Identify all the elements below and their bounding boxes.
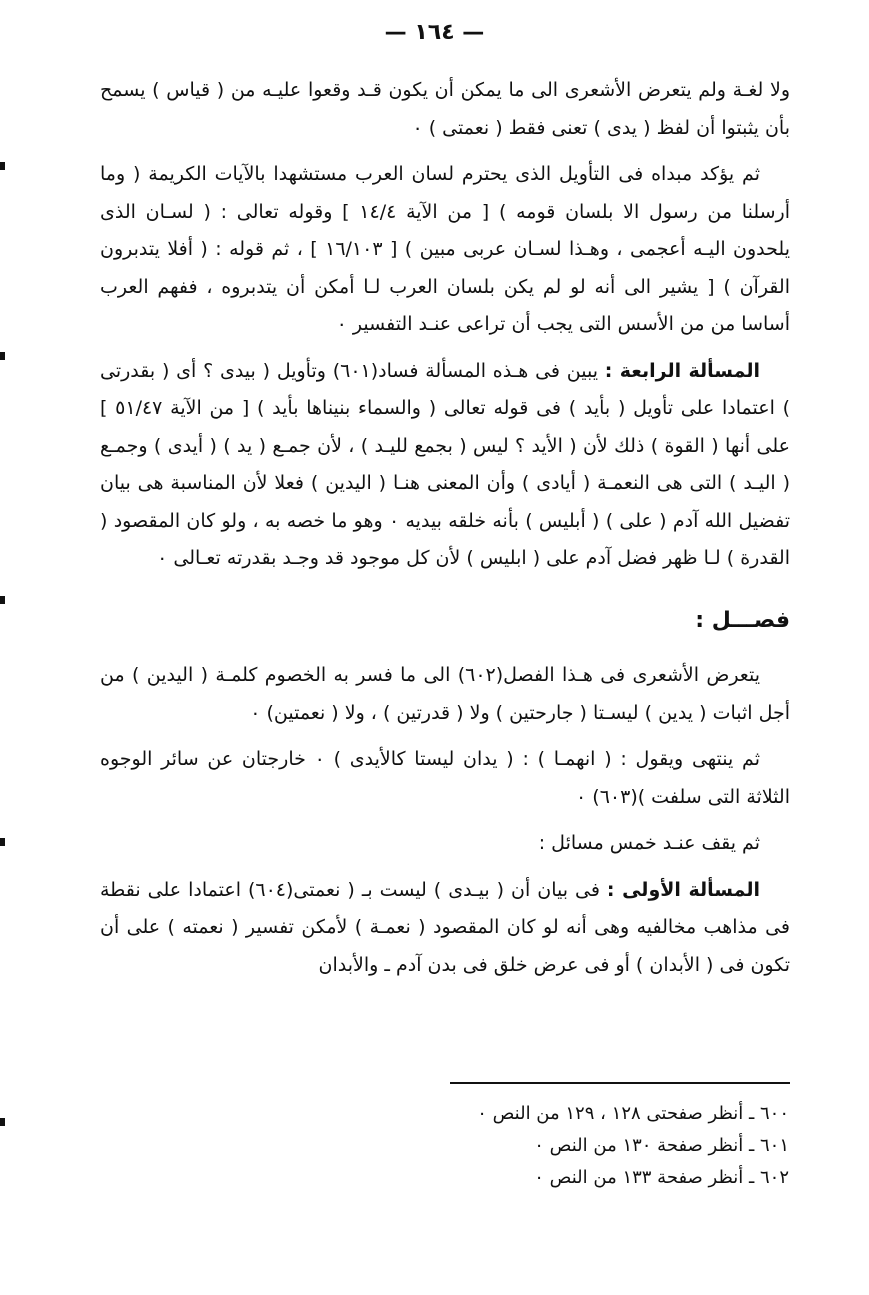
section-fourth-issue	[100, 353, 790, 578]
chapter-heading: فصـــل :	[695, 607, 790, 633]
scan-edge-mark	[0, 162, 5, 170]
scan-edge-mark	[0, 1118, 5, 1126]
page-number: — ١٦٤ —	[384, 20, 485, 45]
paragraph: ثم يقف عنـد خمس مسائل :	[538, 832, 760, 854]
section-first-issue	[100, 872, 790, 985]
paragraph: ولا لغـة ولم يتعرض الأشعرى الى ما يمكن أن يكون قـد وقعوا عليـه من ( قياس ) يسمح بأن يثبتوا أن لفظ ( يدى ) تعنى فقط ( نعمتى ) ٠	[100, 79, 790, 139]
scan-edge-mark	[0, 596, 5, 604]
paragraph: ثم ينتهى ويقول : ( انهمـا ) : ( يدان ليستا كالأيدى ) ٠ خارجتان عن سائر الوجوه الثلاثة التى سلفت )(٦٠٣) ٠	[100, 748, 790, 808]
footnote: ٦٠٠ ـ أنظر صفحتى ١٢٨ ، ١٢٩ من النص ٠	[477, 1103, 789, 1124]
scan-edge-mark	[0, 352, 5, 360]
paragraph: يتعرض الأشعرى فى هـذا الفصل(٦٠٢) الى ما فسر به الخصوم كلمـة ( اليدين ) من أجل اثبات ( يدين ) ليسـتا ( جارحتين ) ولا ( قدرتين ) ، ولا ( نعمتين) ٠	[100, 664, 790, 724]
footnote: ٦٠١ ـ أنظر صفحة ١٣٠ من النص ٠	[534, 1135, 789, 1156]
footnotes	[289, 1098, 789, 1194]
footnote: ٦٠٢ ـ أنظر صفحة ١٣٣ من النص ٠	[534, 1167, 789, 1188]
scan-edge-mark	[0, 838, 5, 846]
section-heading: المسألة الرابعة :	[604, 359, 760, 382]
footnote-divider	[450, 1082, 790, 1084]
section-heading: المسألة الأولى :	[606, 878, 760, 901]
main-text	[100, 72, 790, 993]
section-text: فى بيان أن ( بيـدى ) ليست بـ ( نعمتى(٦٠٤) اعتمادا على نقطة فى مذاهب مخالفيه وهى أنه لو كان المقصود ( نعمـة ) لأمكن تفسير ( نعمته ) على أن تكون فى ( الأبدان ) أو فى عرض خلق فى بدن آدم ـ والأبدان	[100, 878, 790, 976]
section-text: يبين فى هـذه المسألة فساد(٦٠١) وتأويل ( بيدى ؟ أى ( بقدرتى ) اعتمادا على تأويل ( بأيد ) فى قوله تعالى ( والسماء بنيناها بأيد ) [ من الآية ٥١/٤٧ ] على أنها ( القوة ) ذلك لأن ( الأيد ؟ ليس ( بجمع لليـد ) ، لأن جمـع ( يد ) ( أيدى ) وجمـع ( اليـد ) التى هى النعمـة ( أيادى ) وأن المعنى هنـا ( اليدين ) فعلا لأن المناسبة هى بيان تفضيل الله آدم ( على ) ( أبليس ) بأنه خلقه بيديه ٠ وهو ما خصه به ، ولو كان المقصود ( القدرة ) لـا ظهر فضل آدم على ( ابليس ) لأن كل موجود قد وجـد بقدرته تعـالى ٠	[100, 359, 790, 569]
paragraph: ثم يؤكد مبداه فى التأويل الذى يحترم لسان العرب مستشهدا بالآيات الكريمة ( وما أرسلنا من رسول الا بلسان قومه ) [ من الآية ١٤/٤ ] وقوله تعالى : ( لسـان الذى يلحدون اليـه أعجمى ، وهـذا لسـان عربى مبين ) [ ١٦/١٠٣ ] ، ثم قوله : ( أفلا يتدبرون القرآن ) [ يشير الى أنه لو لم يكن بلسان العرب لـا أمكن أن يتدبروه ، ففهم العرب أساسا من من الأسس التى يجب أن تراعى عنـد التفسير ٠	[100, 163, 790, 335]
